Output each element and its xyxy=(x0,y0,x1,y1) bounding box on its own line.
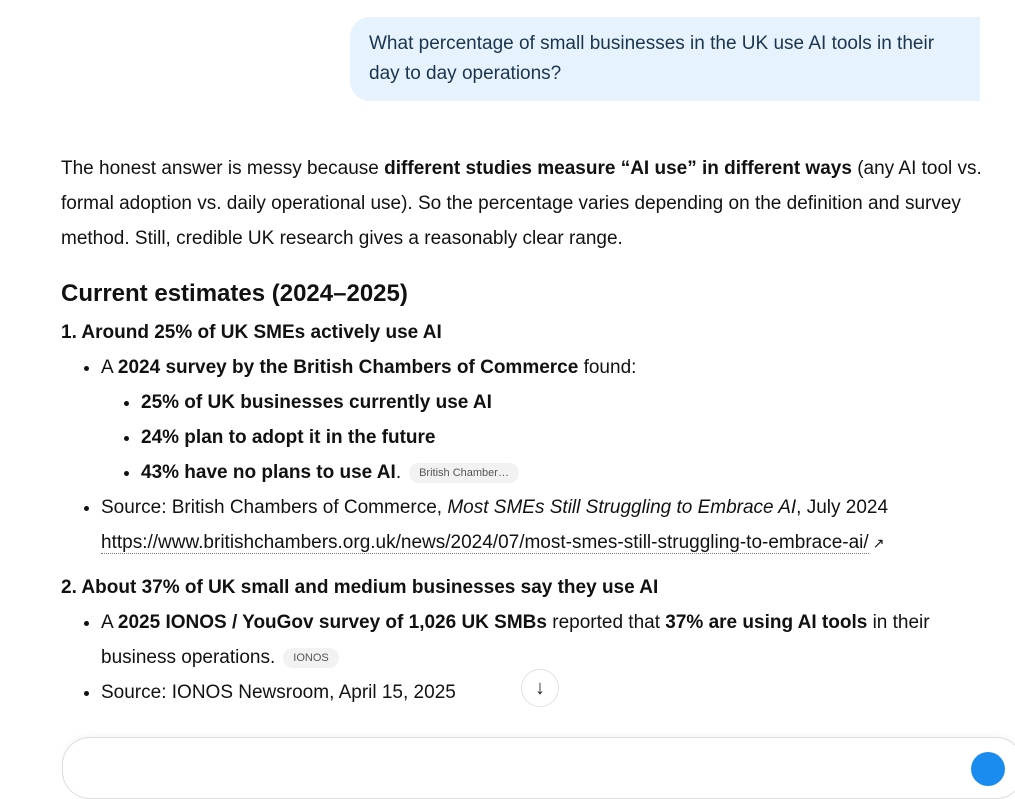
text: , July 2024 xyxy=(796,497,889,518)
text: Source: IONOS Newsroom, April 15, 2025 xyxy=(101,682,456,703)
user-message-text: What percentage of small businesses in the UK use AI tools in their day to day operations? xyxy=(369,33,935,84)
bold-text: 37% are using AI tools xyxy=(665,612,868,633)
source-link[interactable]: https://www.britishchambers.org.uk/news/2024/07/most-smes-still-struggling-to-embrace-ai/ xyxy=(101,532,869,553)
intro-text-end: (any AI tool vs. formal adoption vs. daily operational use). So the percentage varies depending on the definition and survey method. Still, credible UK research gives a reasonably clear range. xyxy=(61,158,982,249)
external-link-icon: ↗ xyxy=(872,535,885,551)
estimate-2-title: 2. About 37% of UK small and medium businesses say they use AI xyxy=(61,577,659,598)
estimate-1-list xyxy=(61,350,1006,561)
list-item xyxy=(101,605,1006,675)
intro-paragraph xyxy=(61,151,1006,256)
intro-bold: different studies measure “AI use” in different ways xyxy=(384,158,852,179)
text: . xyxy=(395,462,402,483)
section-heading: Current estimates (2024–2025) xyxy=(61,280,408,307)
list-item xyxy=(101,350,1006,490)
list-item xyxy=(141,385,1006,420)
intro-text: The honest answer is messy because xyxy=(61,158,385,179)
text: found: xyxy=(578,357,637,378)
text: Source: British Chambers of Commerce, xyxy=(101,497,448,518)
bold-text: 2025 IONOS / YouGov survey of 1,026 UK SMBs xyxy=(117,612,547,633)
bold-text: 24% plan to adopt it in the future xyxy=(141,427,436,448)
assistant-answer xyxy=(61,151,1006,710)
text: A xyxy=(101,357,118,378)
user-message-bubble xyxy=(350,17,980,101)
text: in their business operations. xyxy=(101,612,930,668)
bold-text: 25% of UK businesses currently use AI xyxy=(141,392,492,413)
list-item xyxy=(141,455,1006,490)
text: A xyxy=(101,612,118,633)
scroll-to-bottom-button[interactable] xyxy=(521,669,559,707)
citation-chip[interactable]: IONOS xyxy=(283,648,338,668)
bold-text: 43% have no plans to use AI xyxy=(141,462,396,483)
text: reported that xyxy=(546,612,666,633)
bold-text: 2024 survey by the British Chambers of Commerce xyxy=(117,357,579,378)
list-item xyxy=(101,490,1006,561)
italic-text: Most SMEs Still Struggling to Embrace AI xyxy=(447,497,797,518)
citation-chip[interactable]: British Chamber… xyxy=(409,463,519,483)
send-button[interactable] xyxy=(971,752,1005,786)
estimate-1-title: 1. Around 25% of UK SMEs actively use AI xyxy=(61,322,442,343)
arrow-down-icon: ↓ xyxy=(535,676,545,699)
list-item xyxy=(141,420,1006,455)
message-composer[interactable] xyxy=(62,737,1015,799)
